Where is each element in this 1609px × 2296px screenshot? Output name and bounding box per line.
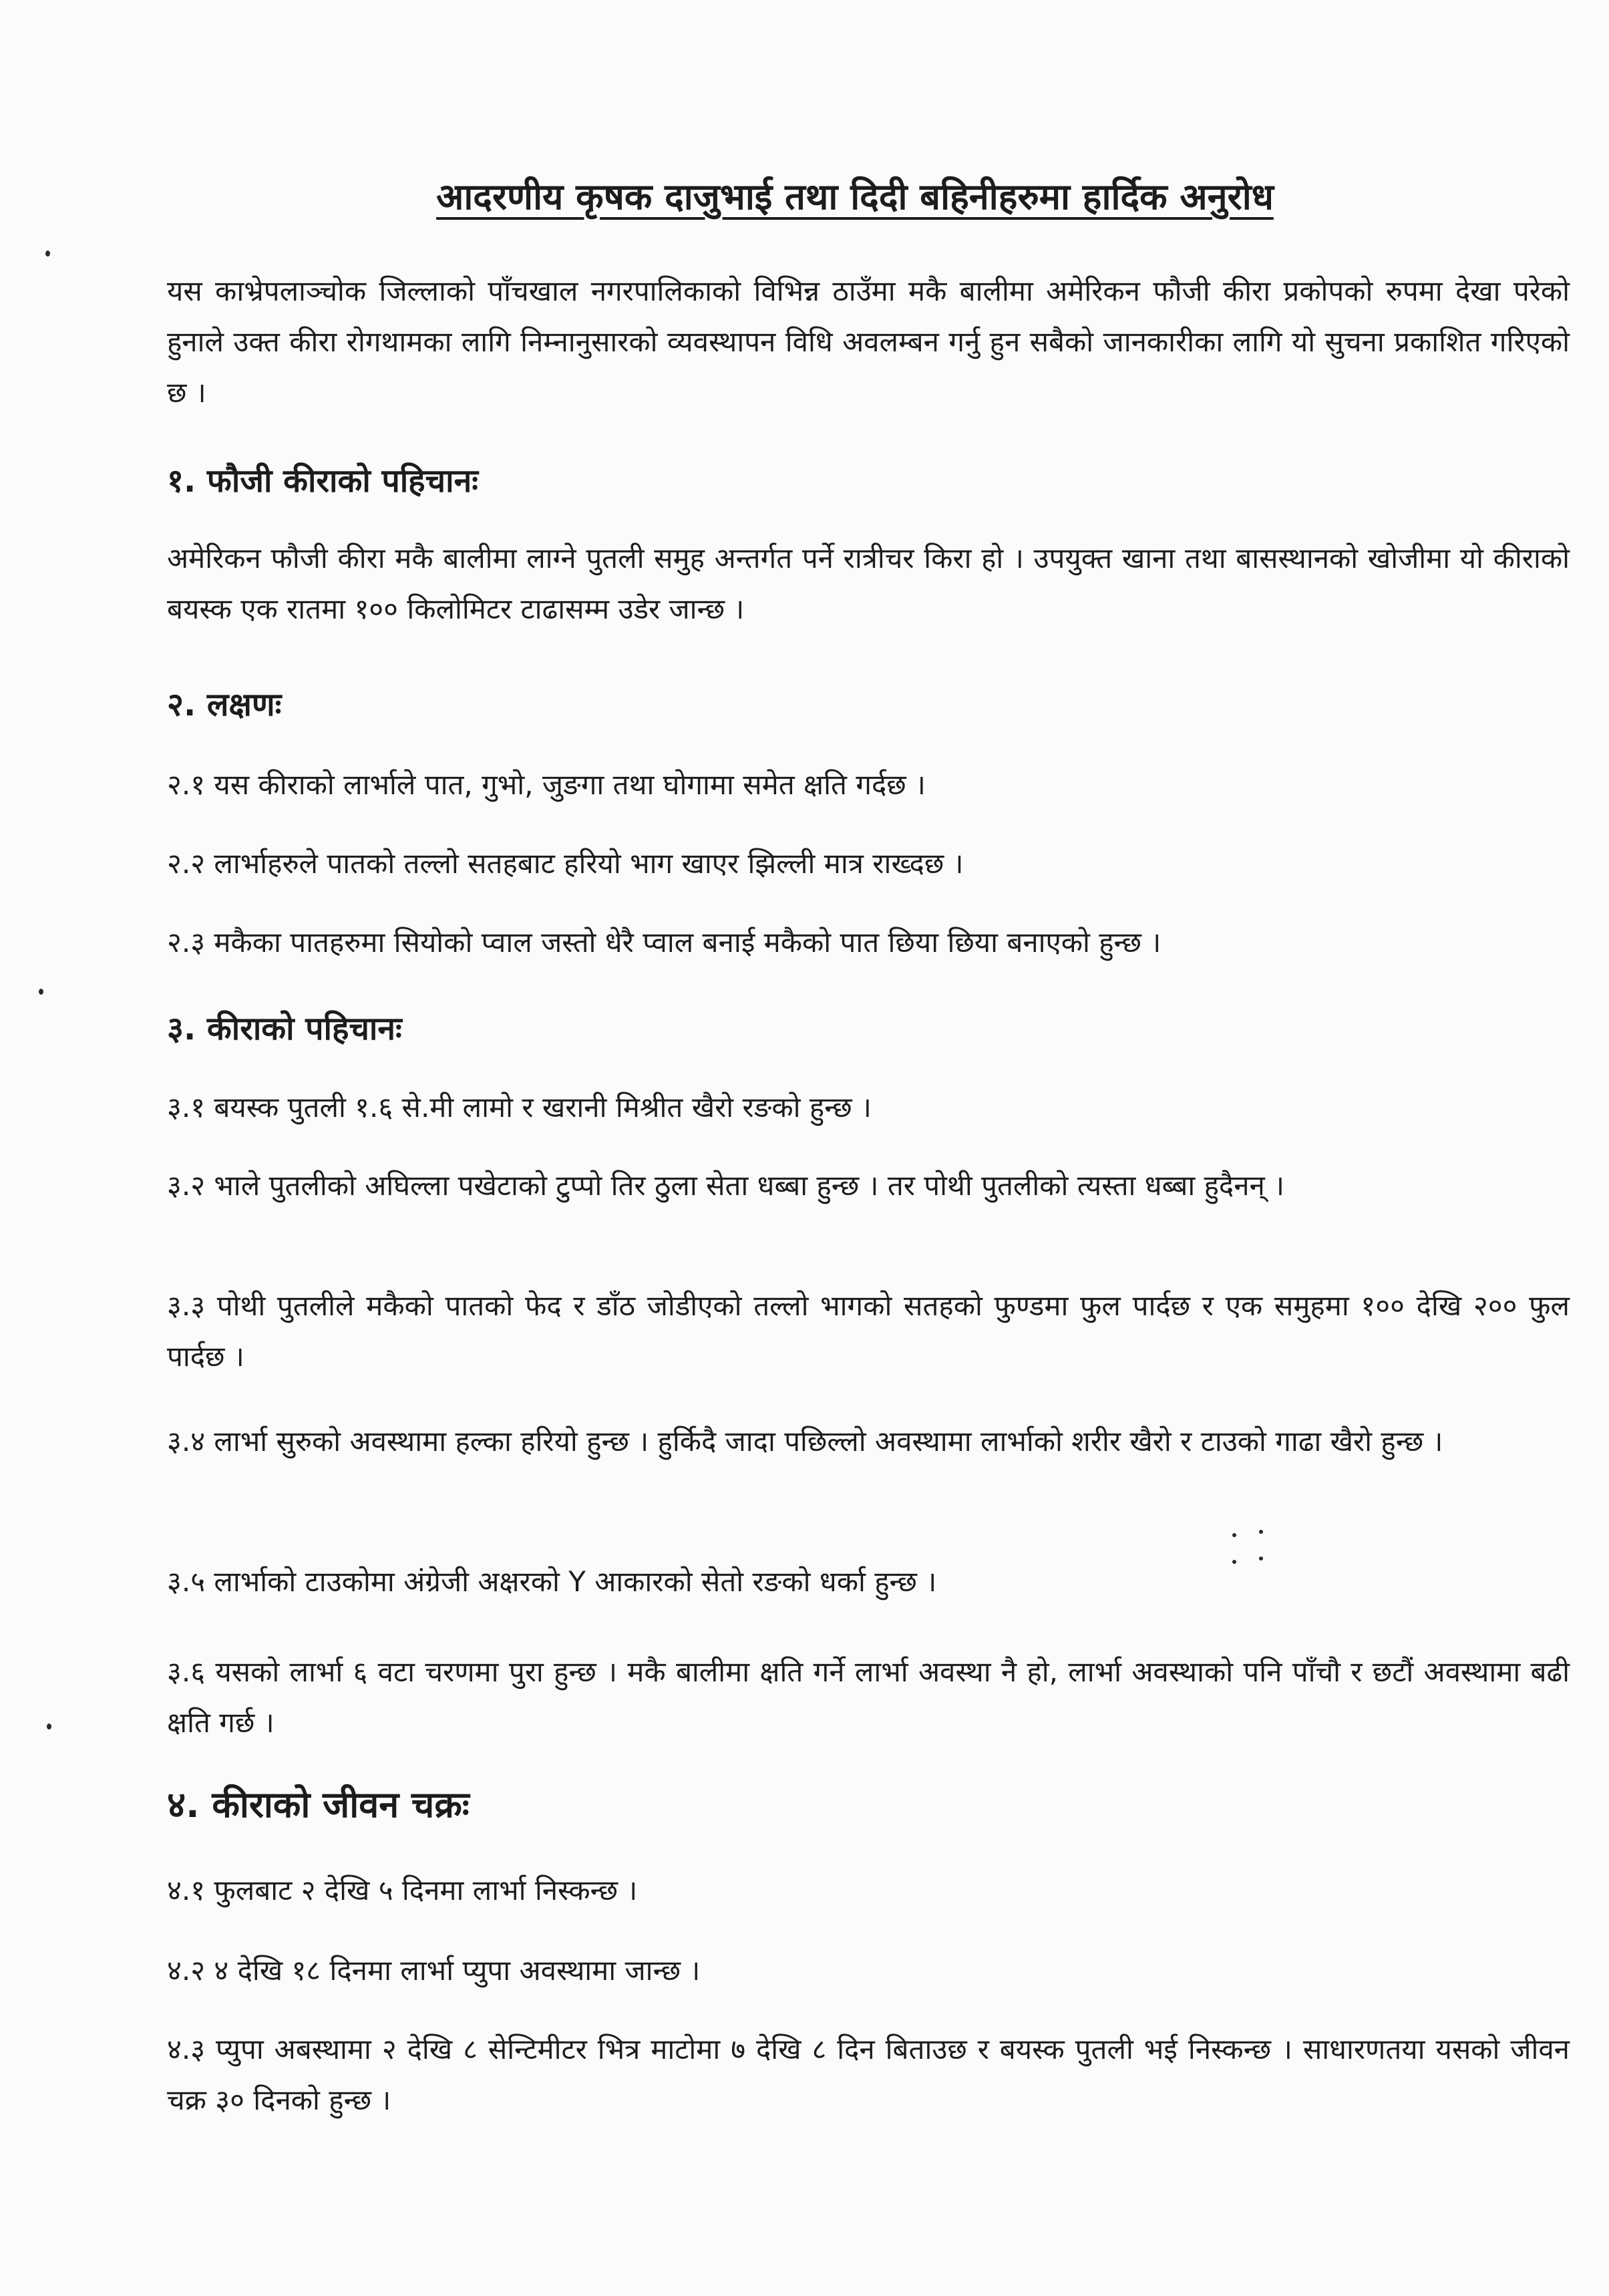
list-item: ४.२ ४ देखि १८ दिनमा लार्भा प्युपा अवस्थामा जान्छ । xyxy=(167,1954,701,1987)
list-item: ३.५ लार्भाको टाउकोमा अंग्रेजी अक्षरको Y आकारको सेतो रङको धर्का हुन्छ । xyxy=(167,1565,937,1598)
list-item: ३.६ यसको लार्भा ६ वटा चरणमा पुरा हुन्छ । मकै बालीमा क्षति गर्ने लार्भा अवस्था नै हो, लार्भा अवस्थाको पनि पाँचौ र छटौं अवस्थामा बढी क्षति गर्छ । xyxy=(167,1655,1570,1739)
section-3-heading: ३. कीराको पहिचानः xyxy=(167,1010,402,1047)
section-1-text: अमेरिकन फौजी कीरा मकै बालीमा लाग्ने पुतली समुह अन्तर्गत पर्ने रात्रीचर किरा हो । उपयुक्त खाना तथा बासस्थानको खोजीमा यो कीराको बयस्क एक रातमा १०० किलोमिटर टाढासम्म उडेर जान्छ । xyxy=(167,542,1570,625)
scan-speck xyxy=(1259,1530,1263,1534)
scan-speck xyxy=(47,1724,51,1730)
list-item: २.३ मकैका पातहरुमा सियोको प्वाल जस्तो धेरै प्वाल बनाई मकैको पात छिया छिया बनाएको हुन्छ । xyxy=(167,926,1161,959)
list-item: ३.१ बयस्क पुतली १.६ से.मी लामो र खरानी मिश्रीत खैरो रङको हुन्छ । xyxy=(167,1091,872,1124)
scan-speck xyxy=(39,989,43,995)
list-item: ३.२ भाले पुतलीको अघिल्ला पखेटाको टुप्पो तिर ठुला सेता धब्बा हुन्छ । तर पोथी पुतलीको त्यस्ता धब्बा हुदैनन् । xyxy=(167,1169,1285,1202)
list-item: २.१ यस कीराको लार्भाले पात, गुभो, जुङगा तथा घोगामा समेत क्षति गर्दछ । xyxy=(167,768,926,801)
intro-paragraph: यस काभ्रेपलाञ्चोक जिल्लाको पाँचखाल नगरपालिकाको विभिन्न ठाउँमा मकै बालीमा अमेरिकन फौजी कीरा प्रकोपको रुपमा देखा परेको हुनाले उक्त कीरा रोगथामका लागि निम्नानुसारको व्यवस्थापन विधि अवलम्बन गर्नु हुन सबैको जानकारीका लागि यो सुचना प्रकाशित गरिएको छ । xyxy=(167,275,1570,409)
scan-speck xyxy=(45,251,50,257)
section-4-heading: ४. कीराको जीवन चक्रः xyxy=(167,1784,470,1826)
section-1-heading: १. फौजी कीराको पहिचानः xyxy=(167,462,478,500)
list-item: ३.३ पोथी पुतलीले मकैको पातको फेद र डाँठ जोडीएको तल्लो भागको सतहको फुण्डमा फुल पार्दछ र एक समुहमा १०० देखि २०० फुल पार्दछ । xyxy=(167,1289,1570,1373)
list-item: ४.३ प्युपा अबस्थामा २ देखि ८ सेन्टिमीटर भित्र माटोमा ७ देखि ८ दिन बिताउछ र बयस्क पुतली भई निस्कन्छ । साधारणतया यसको जीवन चक्र ३० दिनको हुन्छ । xyxy=(167,2033,1570,2116)
section-2-heading: २. लक्षणः xyxy=(167,686,282,723)
page-title: आदरणीय कृषक दाजुभाई तथा दिदी बहिनीहरुमा हार्दिक अनुरोध xyxy=(436,176,1274,218)
list-item: ३.४ लार्भा सुरुको अवस्थामा हल्का हरियो हुन्छ । हुर्किदै जादा पछिल्लो अवस्थामा लार्भाको शरीर खैरो र टाउको गाढा खैरो हुन्छ । xyxy=(167,1425,1443,1458)
list-item: २.२ लार्भाहरुले पातको तल्लो सतहबाट हरियो भाग खाएर झिल्ली मात्र राख्दछ । xyxy=(167,847,964,880)
scan-speck xyxy=(1232,1533,1236,1537)
list-item: ४.१ फुलबाट २ देखि ५ दिनमा लार्भा निस्कन्छ । xyxy=(167,1874,638,1907)
